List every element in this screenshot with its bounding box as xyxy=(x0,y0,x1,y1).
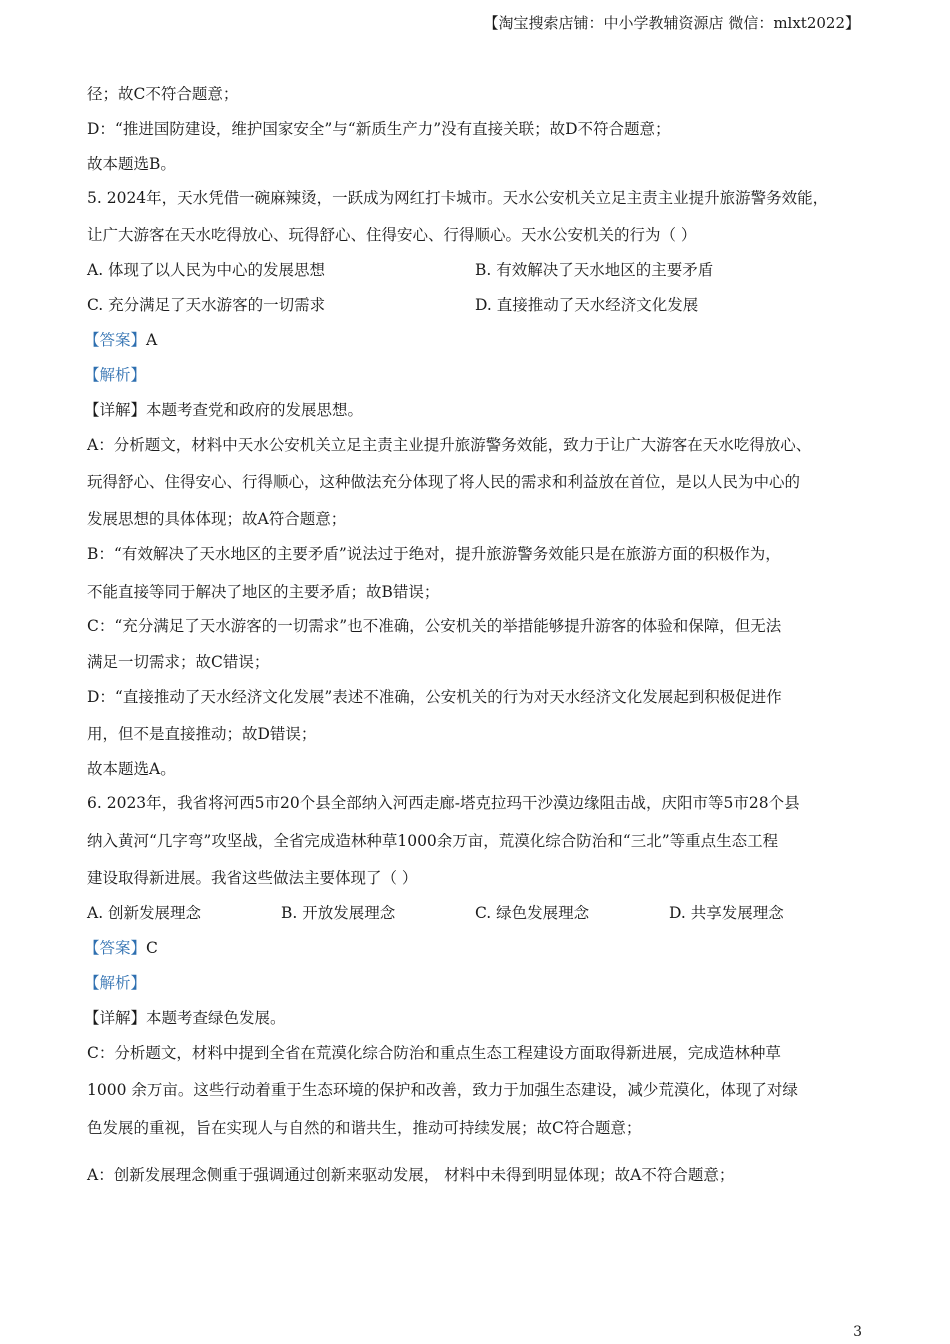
text-line: B：“有效解决了天水地区的主要矛盾”说法过于绝对，提升旅游警务效能只是在旅游方面的积极作为， xyxy=(87,545,781,563)
q6-option-c: C. 绿色发展理念 xyxy=(475,904,590,922)
q5-answer xyxy=(84,328,157,350)
q6-option-a: A. 创新发展理念 xyxy=(87,904,202,922)
q5-detail xyxy=(84,398,363,420)
question-5-stem: 5. 2024年，天水凭借一碗麻辣烫，一跃成为网红打卡城市。天水公安机关立足主责主业提升旅游警务效能， xyxy=(87,189,829,207)
text-line: 1000 余万亩。这些行动着重于生态环境的保护和改善，致力于加强生态建设，减少荒漠化，体现了对绿 xyxy=(87,1081,798,1099)
text-line: D：“直接推动了天水经济文化发展”表述不准确，公安机关的行为对天水经济文化发展起到积极促进作 xyxy=(87,688,782,706)
text-line: A：分析题文，材料中天水公安机关立足主责主业提升旅游警务效能，致力于让广大游客在天水吃得放心、 xyxy=(87,436,812,454)
text-line: A：创新发展理念侧重于强调通过创新来驱动发展， 材料中未得到明显体现；故A不符合题意； xyxy=(87,1166,735,1184)
q5-option-b: B. 有效解决了天水地区的主要矛盾 xyxy=(475,261,714,279)
q5-option-d: D. 直接推动了天水经济文化发展 xyxy=(475,296,699,314)
detail-tag: 【详解】 xyxy=(84,401,147,419)
text-line: 故本题选B。 xyxy=(87,155,176,173)
detail-text: 本题考查党和政府的发展思想。 xyxy=(146,401,364,419)
question-6-stem: 纳入黄河“几字弯”攻坚战，全省完成造林种草1000余万亩，荒漠化综合防治和“三北”等重点生态工程 xyxy=(87,832,779,850)
text-line: 径；故C不符合题意； xyxy=(87,85,239,103)
question-6-stem: 6. 2023年，我省将河西5市20个县全部纳入河西走廊-塔克拉玛干沙漠边缘阻击战，庆阳市等5市28个县 xyxy=(87,794,800,812)
page-header: 【淘宝搜索店铺：中小学教辅资源店 微信：mlxt2022】 xyxy=(483,14,860,32)
q6-answer xyxy=(84,936,158,958)
detail-text: 本题考查绿色发展。 xyxy=(146,1009,286,1027)
text-line: 用，但不是直接推动；故D错误； xyxy=(87,725,317,743)
q6-option-d: D. 共享发展理念 xyxy=(669,904,784,922)
answer-value: C xyxy=(146,939,158,957)
text-line: 满足一切需求；故C错误； xyxy=(87,653,270,671)
text-line: C：分析题文，材料中提到全省在荒漠化综合防治和重点生态工程建设方面取得新进展，完成造林种草 xyxy=(87,1044,781,1062)
text-line: 发展思想的具体体现；故A符合题意； xyxy=(87,510,347,528)
q5-option-a: A. 体现了以人民为中心的发展思想 xyxy=(87,261,326,279)
page-number: 3 xyxy=(853,1324,862,1340)
question-5-stem: 让广大游客在天水吃得放心、玩得舒心、住得安心、行得顺心。天水公安机关的行为（ ） xyxy=(87,226,697,244)
answer-tag: 【答案】 xyxy=(84,331,147,349)
analysis-tag: 【解析】 xyxy=(84,974,147,992)
q5-option-c: C. 充分满足了天水游客的一切需求 xyxy=(87,296,326,314)
q6-option-b: B. 开放发展理念 xyxy=(281,904,396,922)
analysis-tag: 【解析】 xyxy=(84,366,147,384)
detail-tag: 【详解】 xyxy=(84,1009,147,1027)
text-line: 故本题选A。 xyxy=(87,760,176,778)
answer-tag: 【答案】 xyxy=(84,939,147,957)
text-line: 不能直接等同于解决了地区的主要矛盾；故B错误； xyxy=(87,583,440,601)
text-line: 玩得舒心、住得安心、行得顺心，这种做法充分体现了将人民的需求和利益放在首位，是以人民为中心的 xyxy=(87,473,801,491)
text-line: C：“充分满足了天水游客的一切需求”也不准确，公安机关的举措能够提升游客的体验和保障，但无法 xyxy=(87,617,782,635)
q6-detail xyxy=(84,1006,286,1028)
answer-value: A xyxy=(146,331,158,349)
text-line: 色发展的重视，旨在实现人与自然的和谐共生，推动可持续发展；故C符合题意； xyxy=(87,1119,642,1137)
question-6-stem: 建设取得新进展。我省这些做法主要体现了（ ） xyxy=(87,869,418,887)
text-line: D：“推进国防建设，维护国家安全”与“新质生产力”没有直接关联；故D不符合题意； xyxy=(87,120,671,138)
